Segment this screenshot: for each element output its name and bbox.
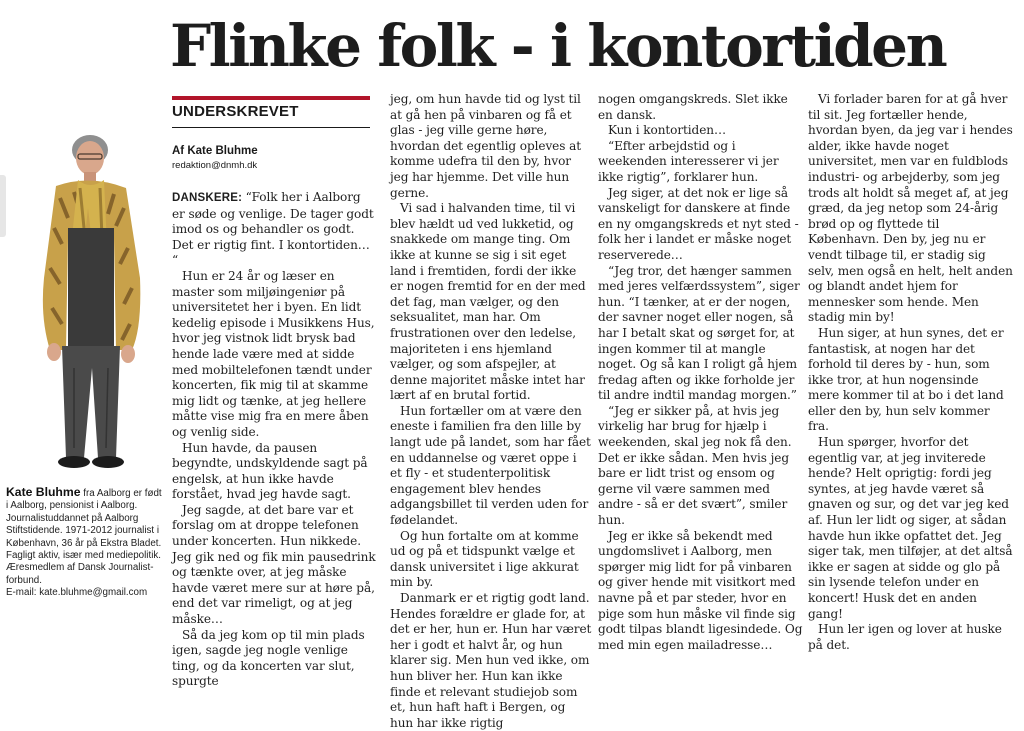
article-paragraph <box>390 201 592 404</box>
paragraph-text: Hun er 24 år og læser en master som miljøingeniør på universitetet her i byen. En lidt kedelig episode i Musikkens Hus, hvor jeg vistnok lidt brysk bad hende lade være med at sidde med mobiltelefonen tændt under koncerten, fik mig til at skamme mig lidt og tænke, at jeg hellere måtte vise mig fra en mere åben og venlig side. <box>172 268 375 439</box>
paragraph-text: “Efter arbejdstid og i weekenden interesserer vi jer ikke rigtig”, forklarer hun. <box>598 138 779 184</box>
article-paragraph <box>390 591 592 731</box>
article-paragraph <box>172 503 377 628</box>
article-column-4 <box>808 92 1013 653</box>
article-column-1 <box>172 190 377 690</box>
paragraph-text: Hun havde, da pausen begyndte, undskyldende sagt på engelsk, at hun ikke havde forstået, hvad jeg havde sagt. <box>172 440 368 502</box>
article-paragraph <box>598 139 803 186</box>
paragraph-lead: DANSKERE: <box>172 192 246 204</box>
paragraph-text: Hun ler igen og lover at huske på det. <box>808 622 1002 652</box>
article-paragraph <box>598 404 803 529</box>
paragraph-text: Jeg sagde, at det bare var et forslag om at droppe telefonen under koncerten. Hun nikkede. Jeg gik ned og fik min pausedrink og tænkte over, at jeg måske havde været mere sur at høre på, end det var rimeligt, og at jeg måske… <box>172 502 376 627</box>
paragraph-text: “Jeg er sikker på, at hvis jeg virkelig har brug for hjælp i weekenden, skal jeg nok få den. Det er ikke sådan. Men hvis jeg bare er lidt trist og ensom og gerne vil være sammen med andre - så er det svært”, smiler hun. <box>598 403 792 528</box>
article-paragraph <box>598 123 803 139</box>
paragraph-text: Vi forlader baren for at gå hver til sit. Jeg fortæller hende, hvordan byen, da jeg var i hendes alder, ikke havde noget universitet, men var en fuldblods industri- og arbejderby, som jeg trods alt holdt så meget af, at jeg græd, da jeg netop som 24-årig brød op og flyttede til København. Den by, jeg nu er vendt tilbage til, er stadig sig selv, men også en helt, helt anden og blandt andet hjem for mennesker som hende. Men stadig min by! <box>808 92 1013 325</box>
paragraph-text: Kun i kontortiden… <box>608 123 726 138</box>
paragraph-text: Jeg siger, at det nok er lige så vanskeligt for danskere at finde en ny omgangskreds et nyt sted - folk her i landet er måske noget reserverede… <box>598 185 799 262</box>
paragraph-text: Vi sad i halvanden time, til vi blev hældt ud ved lukketid, og snakkede om mange ting. Om ikke at kunne se sig i sit eget land i fremtiden, fordi der ikke er nogen fremtid for en der med det fag, man vælger, og den seksualitet, man har. Om frustrationen over den ledelse, majoriteten i ens hjemland vælger, og som afspejler, at denne majoritet måske intet har lært af en brutal fortid. <box>390 201 586 403</box>
author-photo <box>4 128 164 480</box>
byline: Af Kate Bluhme <box>172 145 258 157</box>
caption-email: E-mail: kate.bluhme@gmail.com <box>6 587 148 599</box>
paragraph-text: Hun spørger, hvorfor det egentlig var, at jeg inviterede hende? Helt oprigtig: fordi jeg syntes, at jeg havde været så gnaven og sur, og det var jeg ked af. Hun ler lidt og siger, at sådan havde hun ikke opfattet det. Jeg siger tak, men tilføjer, at det altså ikke er sagen at sidde og glo på sin lysende telefon under en koncert! Husk det en anden gang! <box>808 435 1013 621</box>
byline-email: redaktion@dnmh.dk <box>172 160 258 171</box>
paragraph-text: Jeg er ikke så bekendt med ungdomslivet i Aalborg, men spørger mig lidt for på vinbaren og giver hende mit visitkort med navne på et par steder, hvor en pige som hun måske vil finde sig godt tilpas blandt ligesindede. Og med min egen mailadresse… <box>598 528 803 652</box>
paragraph-text: Danmark er et rigtig godt land. Hendes forældre er glade for, at det er her, hun er. Hun har været her i godt et halvt år, og hun klarer sig. Men hun ved ikke, om hun bliver her. Hun kan ikke finde et relevant studiejob som et, hun haft haft i Bergen, og hun har ikke rigtig <box>390 591 592 730</box>
paragraph-text: Hun fortæller om at være den eneste i familien fra den lille by langt ude på landet, som har fået en uddannelse og været oppe i et fly - et studenterpolitisk engagement blev hendes adgangsbillet til verden uden for fødelandet. <box>390 403 591 528</box>
article-paragraph <box>172 628 377 690</box>
article-paragraph <box>390 404 592 529</box>
article-paragraph <box>598 92 803 123</box>
article-paragraph <box>390 92 592 201</box>
article-paragraph <box>172 441 377 503</box>
paragraph-text: jeg, om hun havde tid og lyst til at gå hen på vinbaren og få et glas - jeg ville gerne høre, hvordan det egentlig opleves at komme udefra til den by, hvor jeg har hjemme. Det ville hun gerne. <box>390 92 581 200</box>
article-column-3 <box>598 92 803 653</box>
article-paragraph <box>172 190 377 269</box>
paragraph-text: Hun siger, at hun synes, det er fantastisk, at nogen har det forhold til deres by - hun, som ikke tror, at hun nogensinde mere kommer til at bo i det land eller den by, hun selv kommer fra. <box>808 325 1004 434</box>
article-paragraph <box>808 622 1013 653</box>
article-paragraph <box>390 529 592 591</box>
article-paragraph <box>598 529 803 654</box>
section-rubric: UNDERSKREVET <box>172 103 370 128</box>
article-paragraph <box>808 326 1013 435</box>
rubric-rule <box>172 96 370 100</box>
article-paragraph <box>172 269 377 441</box>
paragraph-text: Og hun fortalte om at komme ud og på et tidspunkt vælge et dansk universitet i lige akkurat min by. <box>390 528 579 590</box>
paragraph-text: Så da jeg kom op til min plads igen, sagde jeg nogle venlige ting, og da koncerten var slut, spurgte <box>172 627 365 689</box>
paragraph-text: “Jeg tror, det hænger sammen med jeres velfærdssystem”, siger hun. “I tænker, at er der nogen, der savner noget eller nogen, så har I betalt skat og sørget for, at ingen kommer til at mangle noget. Og så kan I roligt gå hjem fredag aften og ikke forholde jer til andre indtil mandag morgen.” <box>598 263 800 403</box>
caption-name: Kate Bluhme <box>6 485 81 499</box>
article-paragraph <box>598 186 803 264</box>
article-paragraph <box>598 264 803 404</box>
article-headline: Flinke folk - i kontortiden <box>170 12 946 80</box>
article-paragraph <box>808 92 1013 326</box>
article-column-2 <box>390 92 592 731</box>
paragraph-text: nogen omgangskreds. Slet ikke en dansk. <box>598 92 788 122</box>
article-paragraph <box>808 435 1013 622</box>
paragraph-text: “Folk her i Aalborg er søde og venlige. De tager godt imod os og behandler os godt. Det er rigtig fint. I kontortiden… “ <box>172 190 374 268</box>
author-caption <box>6 486 164 600</box>
caption-text: fra Aalborg er født i Aalborg, pensionist i Aalborg. Journalistuddannet på Aalborg Stiftstidende. 1971-2012 journalist i København, 36 år på Ekstra Bladet. Fagligt aktiv, især med mediepolitik. Æresmedlem af Dansk Journalist-forbund. <box>6 488 162 586</box>
